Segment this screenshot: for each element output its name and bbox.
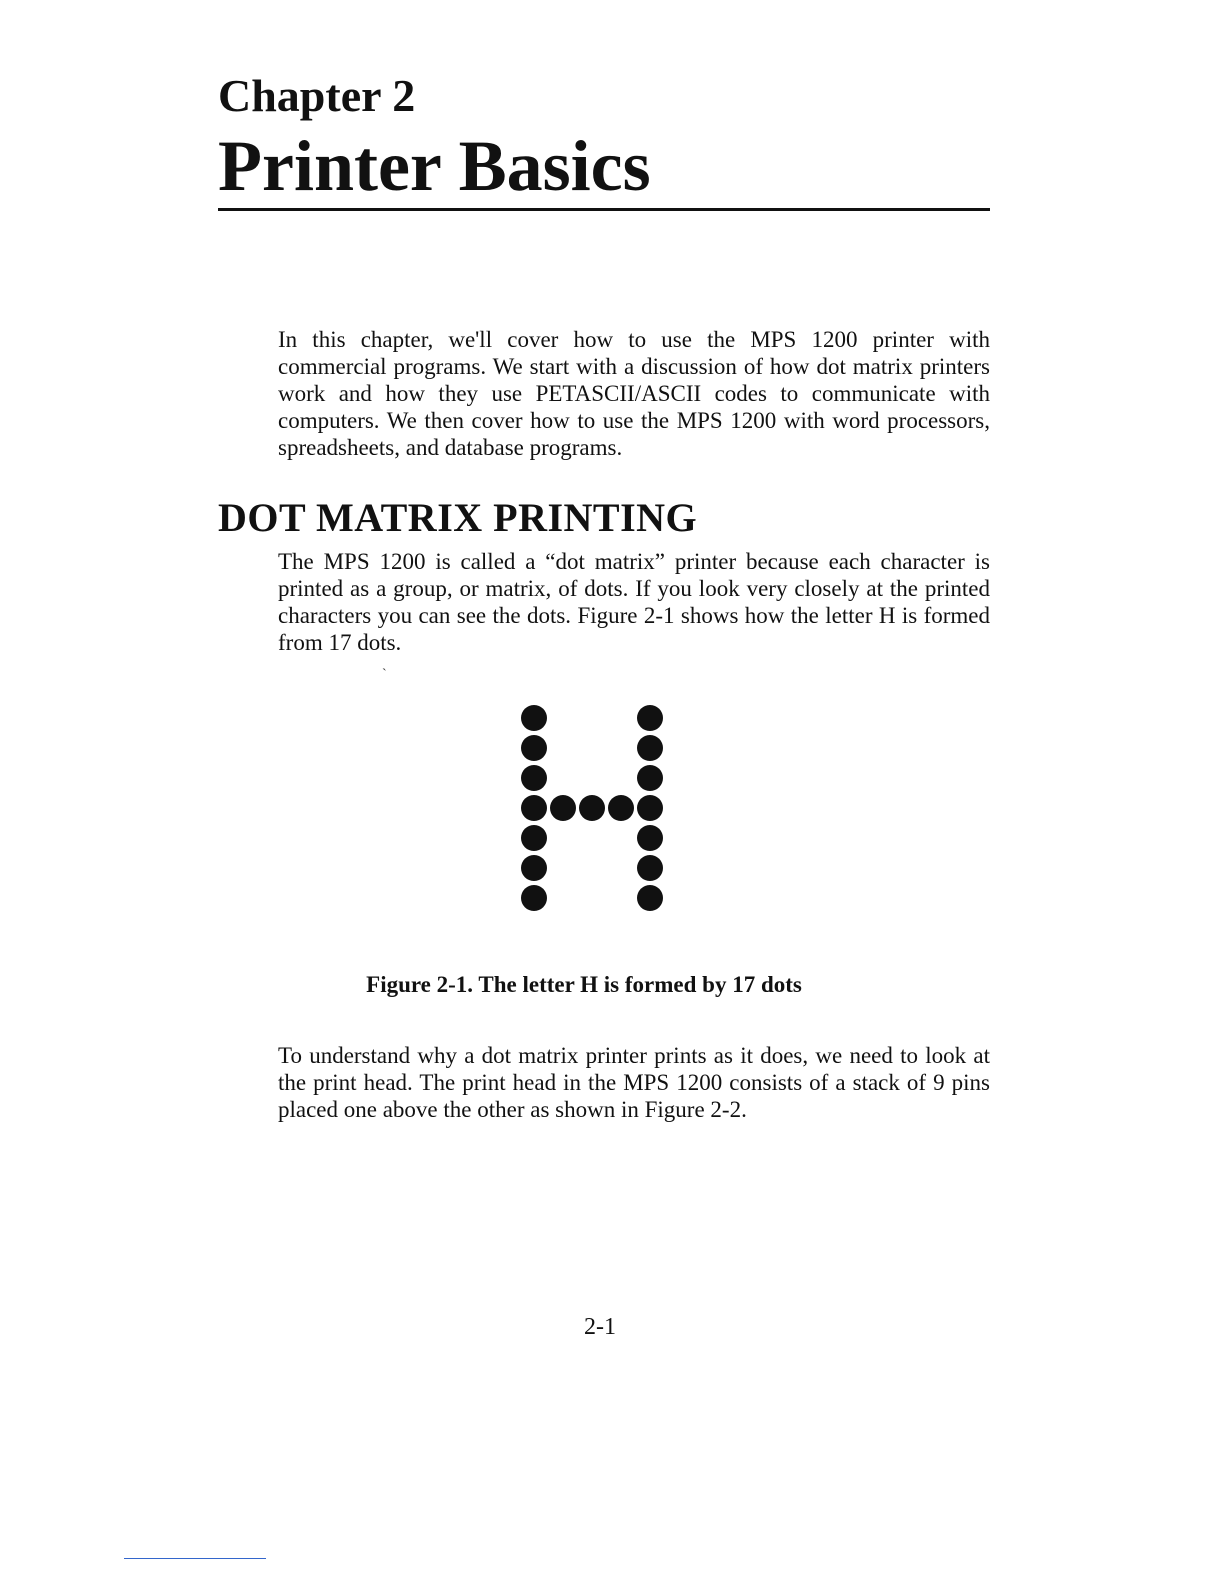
dot	[637, 795, 663, 821]
dot	[521, 705, 547, 731]
dot	[521, 825, 547, 851]
intro-paragraph: In this chapter, we'll cover how to use the MPS 1200 printer with commercial programs. We start with a discussion of how dot matrix printers work and how they use PETASCII/ASCII codes to communicate with computers. We then cover how to use the MPS 1200 with word processors, spreadsheets, and database programs.	[278, 327, 990, 460]
dot	[637, 825, 663, 851]
title-rule	[218, 208, 990, 211]
dot	[521, 765, 547, 791]
letter-h-dot-figure	[508, 700, 668, 920]
chapter-title: Printer Basics	[218, 126, 651, 206]
dot-matrix-paragraph: The MPS 1200 is called a “dot matrix” printer because each character is printed as a group, or matrix, of dots. If you look very closely at the printed characters you can see the dots. Figure 2-1 shows how the letter H is formed from 17 dots.	[278, 549, 990, 655]
dot	[521, 735, 547, 761]
dot	[608, 795, 634, 821]
dot	[637, 735, 663, 761]
dot	[521, 795, 547, 821]
dot	[637, 855, 663, 881]
section-heading: DOT MATRIX PRINTING	[218, 495, 698, 540]
dot	[521, 855, 547, 881]
dot	[579, 795, 605, 821]
footnote-rule	[124, 1558, 266, 1559]
dot	[637, 765, 663, 791]
figure-caption: Figure 2-1. The letter H is formed by 17 dots	[366, 972, 802, 997]
page-number: 2-1	[584, 1314, 616, 1340]
dot	[637, 885, 663, 911]
print-head-paragraph: To understand why a dot matrix printer prints as it does, we need to look at the print head. The print head in the MPS 1200 consists of a stack of 9 pins placed one above the other as shown in Figure 2-2.	[278, 1043, 990, 1122]
dot	[521, 885, 547, 911]
stray-mark: `	[382, 667, 387, 682]
chapter-label: Chapter 2	[218, 70, 416, 121]
dot	[550, 795, 576, 821]
dot	[637, 705, 663, 731]
